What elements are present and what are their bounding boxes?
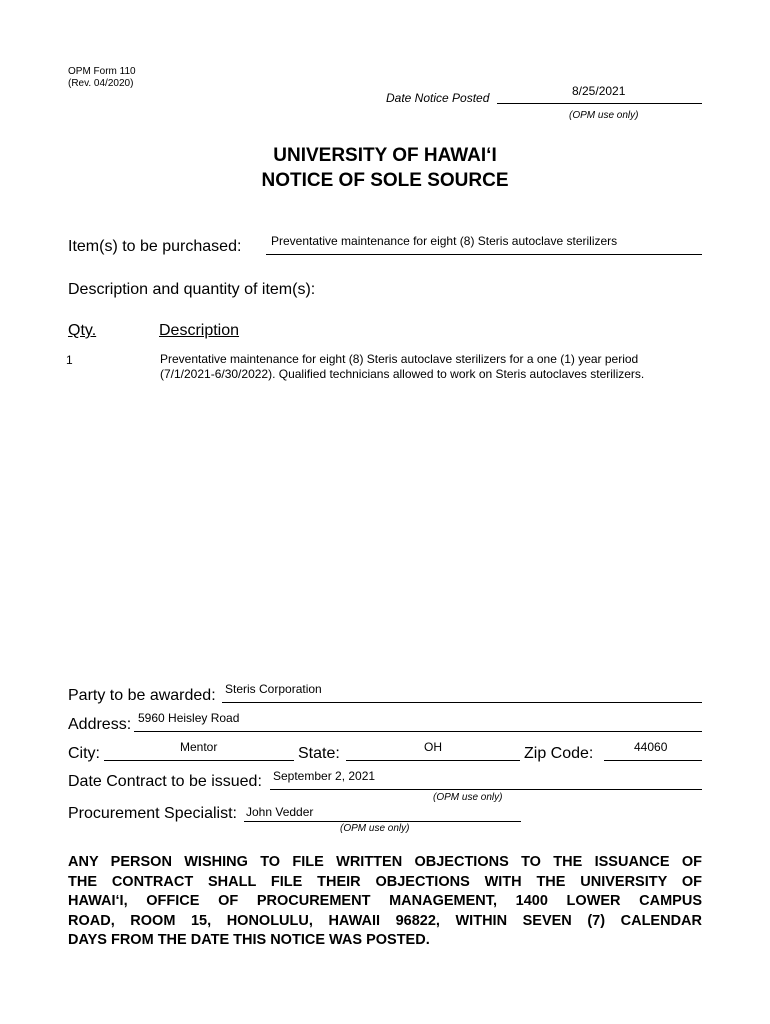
objection-notice <box>68 853 702 951</box>
specialist-line <box>244 821 521 822</box>
address-label: Address: <box>68 716 132 733</box>
row-qty: 1 <box>66 353 73 367</box>
state-line <box>346 760 520 761</box>
qty-header: Qty. <box>68 322 97 339</box>
form-number: OPM Form 110 <box>68 66 136 77</box>
state-value[interactable]: OH <box>424 740 442 754</box>
specialist-value[interactable]: John Vedder <box>246 805 314 819</box>
date-posted-value[interactable]: 8/25/2021 <box>572 84 626 98</box>
state-label: State: <box>298 745 340 762</box>
row-description-line2: (7/1/2021-6/30/2022). Qualified technicians allowed to work on Steris autoclaves sterilizers. <box>160 367 645 381</box>
zip-value[interactable]: 44060 <box>634 740 668 754</box>
contract-date-opm-note: (OPM use only) <box>433 792 503 803</box>
zip-line <box>604 760 702 761</box>
party-line <box>222 702 702 703</box>
items-value[interactable]: Preventative maintenance for eight (8) Steris autoclave sterilizers <box>271 234 618 248</box>
address-line <box>134 731 702 732</box>
city-label: City: <box>68 745 100 762</box>
city-line <box>104 760 294 761</box>
items-label: Item(s) to be purchased: <box>68 238 242 255</box>
zip-label: Zip Code: <box>524 745 594 762</box>
date-posted-opm-note: (OPM use only) <box>569 110 639 121</box>
notice-line-5: DAYS FROM THE DATE THIS NOTICE WAS POSTED. <box>68 932 430 948</box>
party-label: Party to be awarded: <box>68 687 216 704</box>
notice-line-2: THE CONTRACT SHALL FILE THEIR OBJECTIONS WITH THE UNIVERSITY OF <box>68 873 702 890</box>
description-header: Description <box>159 322 240 339</box>
contract-date-line <box>270 789 702 790</box>
notice-line-1: ANY PERSON WISHING TO FILE WRITTEN OBJECTIONS TO THE ISSUANCE OF <box>68 854 702 870</box>
description-heading: Description and quantity of item(s): <box>68 281 316 298</box>
date-posted-label: Date Notice Posted <box>386 91 490 105</box>
notice-line-4: ROAD, ROOM 15, HONOLULU, HAWAII 96822, WITHIN SEVEN (7) CALENDAR <box>68 912 702 929</box>
page-title-notice: NOTICE OF SOLE SOURCE <box>261 170 509 191</box>
party-value[interactable]: Steris Corporation <box>225 682 322 696</box>
specialist-opm-note: (OPM use only) <box>340 823 410 834</box>
page-title-university: UNIVERSITY OF HAWAI‘I <box>273 145 497 166</box>
contract-date-label: Date Contract to be issued: <box>68 773 262 790</box>
items-line <box>266 254 702 255</box>
address-value[interactable]: 5960 Heisley Road <box>138 711 240 725</box>
row-description-line1: Preventative maintenance for eight (8) Steris autoclave sterilizers for a one (1) year period <box>160 352 639 366</box>
notice-line-3: HAWAI‘I, OFFICE OF PROCUREMENT MANAGEMENT, 1400 LOWER CAMPUS <box>68 893 702 909</box>
date-posted-line <box>497 103 702 104</box>
specialist-label: Procurement Specialist: <box>68 805 237 822</box>
contract-date-value[interactable]: September 2, 2021 <box>273 769 376 783</box>
city-value[interactable]: Mentor <box>180 740 218 754</box>
form-revision: (Rev. 04/2020) <box>68 78 134 89</box>
